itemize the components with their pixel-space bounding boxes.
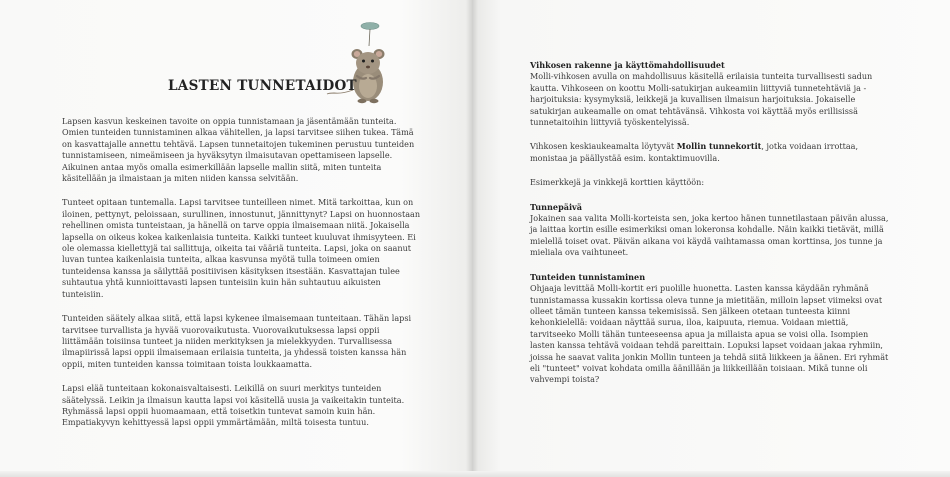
section-cards <box>530 141 895 164</box>
section-heading: Tunnepäivä <box>530 201 583 212</box>
section-heading: Tunteiden tunnistaminen <box>530 271 646 282</box>
right-body-text <box>530 60 895 399</box>
section-tunnepaiva <box>530 202 895 259</box>
section-text-prefix: Vihkosen keskiaukeamalta löytyvät <box>530 141 677 152</box>
section-text-suffix: , jotka voidaan irrottaa, monistaa ja päällystää esim. kontaktimuovilla. <box>530 141 859 163</box>
section-text: Ohjaaja levittää Molli-kortit eri puolille huonetta. Lasten kanssa käydään ryhmänä tunnistamassa kussakin kortissa oleva tunne ja mietitään, milloin lapset viimeksi ovat olleet tämän tunteen kanssa tekemisissä. Sen jälkeen otetaan tunteesta kiinni kehonkielellä: voidaan näyttää surua, iloa, kaipuuta, riemua. Voidaan miettiä, tarvitseeko Molli tähän tunteeseensa apua ja millaista apua se voisi olla. Isompien lasten kanssa tehtävä voidaan tehdä pareittain. Lopuksi lapset voidaan jakaa ryhmiin, joissa he saavat valita jonkin Mollin tunteen ja tehdä siitä liikkeen ja äänen. Eri ryhmät eli "tunteet" voivat kohdata omilla äänillään ja liikkeillään toisiaan. Mikä tunne oli vahvempi toista? <box>530 283 889 385</box>
page-bottom-edge <box>0 471 950 477</box>
section-structure <box>530 60 895 128</box>
paragraph: Lapsi elää tunteitaan kokonaisvaltaisesti. Leikillä on suuri merkitys tunteiden säätelyssä. Leikin ja ilmaisun kautta lapsi voi käsitellä uusia ja vaikeitakin tunteita. Ryhmässä lapsi oppii huomaamaan, että toisetkin tuntevat samoin kuin hän. Empatiakyvyn kehittyessä lapsi oppii ymmärtämään, miltä toisesta tuntuu. <box>62 383 405 428</box>
left-body-text <box>62 116 422 442</box>
page-title: LASTEN TUNNETAIDOT <box>168 78 357 94</box>
emphasis-text: Mollin tunnekortit <box>676 141 762 152</box>
section-examples-intro: Esimerkkejä ja vinkkejä korttien käyttöön: <box>530 177 705 188</box>
right-page <box>472 0 950 477</box>
paragraph: Tunteet opitaan tuntemalla. Lapsi tarvitsee tunteilleen nimet. Mitä tarkoittaa, kun on iloinen, pettynyt, peloissaan, surullinen, innostunut, jännittynyt? Lapsi on huonnostaan rehellinen omista tunteistaan, ja hänellä on tarve oppia ilmaisemaan niitä. Jokaisella lapsella on oikeus kokea kaikenlaisia tunteita. Kaikki tunteet kuuluvat ihmisyyteen. Ei ole olemassa kiellettyjä tai sallittuja, oikeita tai vääriä tunteita. Lapsi, joka on saanut luvan tuntea kaikenlaisia tunteita, alkaa kasvunsa myötä tulla toimeen omien tunteidensa kanssa ja säilyttää positiivisen käsityksen itsestään. Kasvattajan tulee suhtautua yhtä kunnioittavasti lapsen tunteisiin kuin hän suhtautuu aikuisten tunteisiin. <box>62 197 421 299</box>
section-text: Jokainen saa valita Molli-korteista sen, joka kertoo hänen tunnetilastaan päivän alussa, ja laittaa kortin esille esimerkiksi oman lokeronsa kohdalle. Näin kaikki tietävät, millä mielellä toiset ovat. Päivän aikana voi käydä vaihtamassa oman korttinsa, jos tunne ja mieliala ova vaihtuneet. <box>530 213 889 258</box>
book-gutter <box>466 0 478 477</box>
left-page <box>0 0 472 477</box>
section-text: Molli-vihkosen avulla on mahdollisuus käsitellä erilaisia tunteita turvallisesti sadun kautta. Vihkoseen on koottu Molli-satukirjan aukeamiin liittyviä tunnetehtäviä ja -harjoituksia: kysymyksiä, leikkejä ja kuvallisen ilmaisun harjoituksia. Jokaiselle satukirjan aukeamalle on omat tehtävänsä. Vihkosta voi käyttää myös erillisissä tunnetaitoihin liittyviä työskentelyissä. <box>530 71 873 128</box>
paragraph: Lapsen kasvun keskeinen tavoite on oppia tunnistamaan ja jäsentämään tunteita. Omien tunteiden tunnistaminen alkaa vähitellen, ja lapsi tarvitsee siihen tukea. Tämä on kasvattajalle annettu tehtävä. Lapsen tunnetaitojen tukeminen perustuu tunteiden tunnistamiseen, nimeämiseen ja hyväksytyn ilmaisutavan opettamiseen lapselle. Aikuinen antaa myös omalla esimerkillään lapselle mallin siitä, miten tunteita käsitellään ja ilmaistaan ja miten niiden kanssa selvitään. <box>62 116 415 184</box>
section-tunnistaminen <box>530 272 895 386</box>
paragraph: Tunteiden säätely alkaa siitä, että lapsi kykenee ilmaisemaan tunteitaan. Tähän lapsi tarvitsee turvallista ja hyvää vuorovaikutusta. Vuorovaikutuksessa lapsi oppii liittämään toisiinsa tunteet ja niiden merkityksen ja mielekkyyden. Turvallisessa ilmapiirissä lapsi oppii ilmaisemaan erilaisia tunteita, ja yhdessä toisten kanssa hän oppii, miten tunteiden kanssa toimitaan toista loukkaamatta. <box>62 313 412 369</box>
section-heading: Vihkosen rakenne ja käyttömahdollisuudet <box>530 60 725 70</box>
